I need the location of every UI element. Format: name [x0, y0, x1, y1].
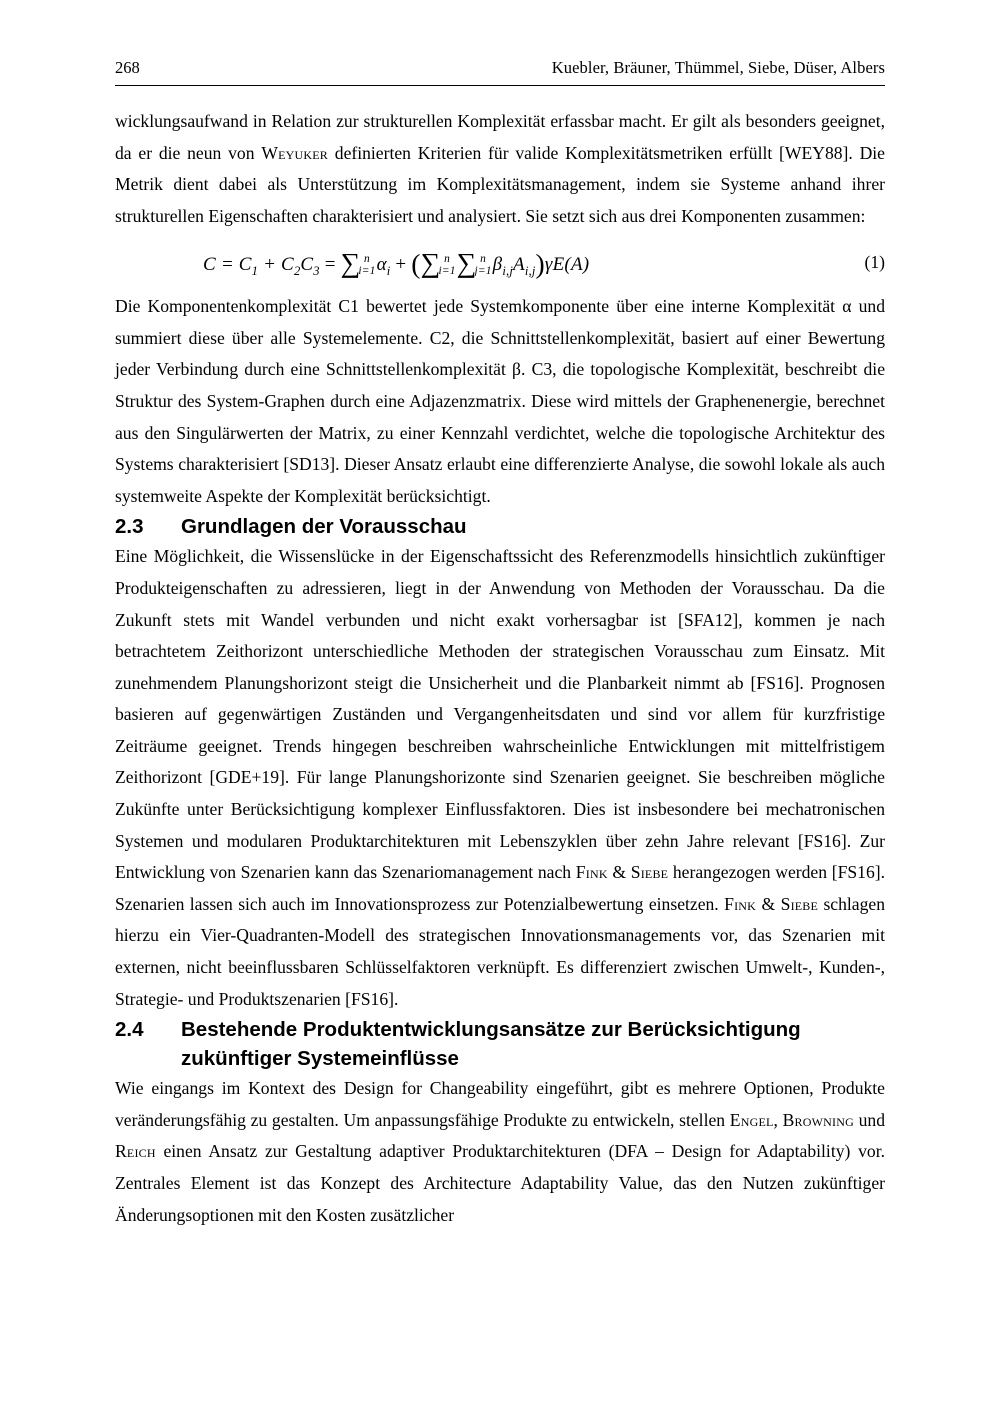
equation-equals: = — [319, 254, 341, 276]
gamma-symbol: γ — [544, 254, 553, 276]
beta-subscript: i,j — [502, 264, 514, 279]
ampersand-2: & — [756, 893, 781, 914]
equation-lhs: C = C — [203, 254, 252, 276]
small-caps-name-fink-2: Fink — [724, 893, 757, 914]
section-heading-2-4 — [115, 1015, 885, 1073]
space-1: + — [390, 254, 412, 276]
page-number: 268 — [115, 58, 140, 77]
sum-limits-3: n j=1 — [474, 253, 492, 278]
sum-symbol-2: ∑ — [420, 247, 441, 279]
conjunction-und: und — [853, 1109, 886, 1130]
dfa-text-a: Wie eingangs im Kontext des Design for Changeability eingeführt, gibt es mehrere Optionen, Produkte veränderungsfähig zu gestalten. Um anpassungsfähige Produkte zu entwickeln, stellen — [115, 1078, 885, 1130]
small-caps-name-weyuker: Weyuker — [261, 142, 328, 163]
section-title-2-4: Bestehende Produktentwicklungsansätze zur Berücksichtigung zukünftiger Systemeinflüsse — [181, 1018, 801, 1071]
paragraph-dfa — [115, 1073, 885, 1231]
equation-sub-1: 1 — [251, 264, 259, 279]
small-caps-name-reich: Reich — [115, 1141, 156, 1162]
section-number-2-4: 2.4 — [115, 1018, 144, 1042]
a-subscript: i,j — [524, 264, 536, 279]
alpha-symbol: α — [376, 254, 387, 276]
equation-sub-3: 3 — [313, 264, 320, 279]
section-heading-2-3 — [115, 512, 885, 541]
comma-1: , — [773, 1109, 783, 1130]
running-head — [115, 58, 885, 86]
paragraph-text-part2: definierten Kriterien für valide Komplexitätsmetriken erfüllt [WEY88]. Die Metrik dient dabei als Unterstützung im Komplexitätsmanagement, indem sie Systeme anhand ihrer strukturellen Eigenschaften charakterisiert und analysiert. Sie setzt sich aus drei Komponenten zusammen: — [115, 142, 885, 226]
equation-number: (1) — [864, 251, 885, 272]
paragraph-vorausschau — [115, 541, 885, 1015]
small-caps-name-siebe-2: Siebe — [780, 893, 819, 914]
sum-limits-2: n i=1 — [438, 253, 456, 278]
paragraph-text-part1: wicklungsaufwand in Relation zur strukturellen Komplexität erfassbar macht. Er gilt als besonders geeignet, da er die neun von — [115, 111, 885, 163]
page-content — [115, 58, 885, 1231]
open-paren: ( — [411, 248, 421, 280]
a-matrix-var: A — [513, 254, 525, 276]
sum-limits-1: n i=1 — [358, 253, 376, 278]
graph-energy-term: E(A) — [552, 254, 590, 276]
small-caps-name-browning: Browning — [782, 1109, 854, 1130]
section-title-2-3: Grundlagen der Vorausschau — [181, 515, 467, 539]
vorausschau-text-c: schlagen hierzu ein Vier-Quadranten-Modell des strategischen Innovationsmanagements vor, das Szenarien mit externen, nicht beeinflussbaren Schlüsselfaktoren verknüpft. Es differenziert zwischen Umwelt-, Kunden-, Strategie- und Produktszenarien [FS16]. — [115, 893, 886, 1009]
paragraph-continuation — [115, 106, 885, 232]
equation-sub-2: 2 — [293, 264, 301, 279]
running-head-authors: Kuebler, Bräuner, Thümmel, Siebe, Düser, Albers — [551, 58, 885, 77]
equation-1 — [115, 245, 885, 279]
alpha-subscript: i — [386, 264, 391, 279]
small-caps-name-siebe-1: Siebe — [630, 862, 669, 883]
equation-body — [203, 245, 856, 279]
small-caps-name-fink-1: Fink — [575, 862, 608, 883]
sum-symbol-3: ∑ — [456, 247, 477, 279]
equation-c-var: C — [300, 254, 314, 276]
paragraph-complexity-components: Die Komponentenkomplexität C1 bewertet jede Systemkomponente über eine interne Komplexität α und summiert diese über alle Systemelemente. C2, die Schnittstellenkomplexität, basiert auf einer Bewertung jeder Verbindung durch eine Schnittstellenkomplexität β. C3, die topologische Komplexität, beschreibt die Struktur des System-Graphen durch eine Adjazenzmatrix. Diese wird mittels der Graphenenergie, berechnet aus den Singulärwerten der Matrix, zu einer Kennzahl verdichtet, welche die topologische Architektur des Systems charakterisiert [SD13]. Dieser Ansatz erlaubt eine differenzierte Analyse, die sowohl lokale als auch systemweite Aspekte der Komplexität berücksichtigt. — [115, 296, 885, 506]
close-paren: ) — [535, 248, 545, 280]
small-caps-name-engel: Engel — [729, 1109, 774, 1130]
sum-symbol-1: ∑ — [340, 247, 361, 279]
equation-plus: + C — [258, 254, 294, 276]
ampersand-1: & — [607, 862, 631, 883]
section-number-2-3: 2.3 — [115, 515, 144, 539]
vorausschau-text-b: herangezogen werden [FS16]. Szenarien lassen sich auch im Innovationsprozess zur Potenzialbewertung einsetzen. — [115, 862, 885, 914]
dfa-text-b: einen Ansatz zur Gestaltung adaptiver Produktarchitekturen (DFA – Design for Adaptability) vor. Zentrales Element ist das Konzept des Architecture Adaptability Value, das den Nutzen zukünftiger Änderungsoptionen mit den Kosten zusätzlicher — [115, 1141, 885, 1225]
beta-symbol: β — [492, 254, 503, 276]
vorausschau-text-a: Eine Möglichkeit, die Wissenslücke in der Eigenschaftssicht des Referenzmodells hinsichtlich zukünftiger Produkteigenschaften zu adressieren, liegt in der Anwendung von Methoden der Vorausschau. Da die Zukunft stets mit Wandel verbunden und nicht exakt vorhersagbar ist [SFA12], kommen je nach betrachtetem Zeithorizont unterschiedliche Methoden der strategischen Vorausschau zum Einsatz. Mit zunehmendem Planungshorizont steigt die Unsicherheit und die Planbarkeit nimmt ab [FS16]. Prognosen basieren auf gegenwärtigen Zuständen und Vergangenheitsdaten und sind vor allem für kurzfristige Zeiträume geeignet. Trends hingegen beschreiben wahrscheinliche Entwicklungen mit mittelfristigem Zeithorizont [GDE+19]. Für lange Planungshorizonte sind Szenarien geeignet. Sie beschreiben mögliche Zukünfte unter Berücksichtigung komplexer Einflussfaktoren. Dies ist insbesondere bei mechatronischen Systemen und modularen Produktarchitekturen mit Lebenszyklen über zehn Jahre relevant [FS16]. Zur Entwicklung von Szenarien kann das Szenariomanagement nach — [115, 546, 885, 883]
